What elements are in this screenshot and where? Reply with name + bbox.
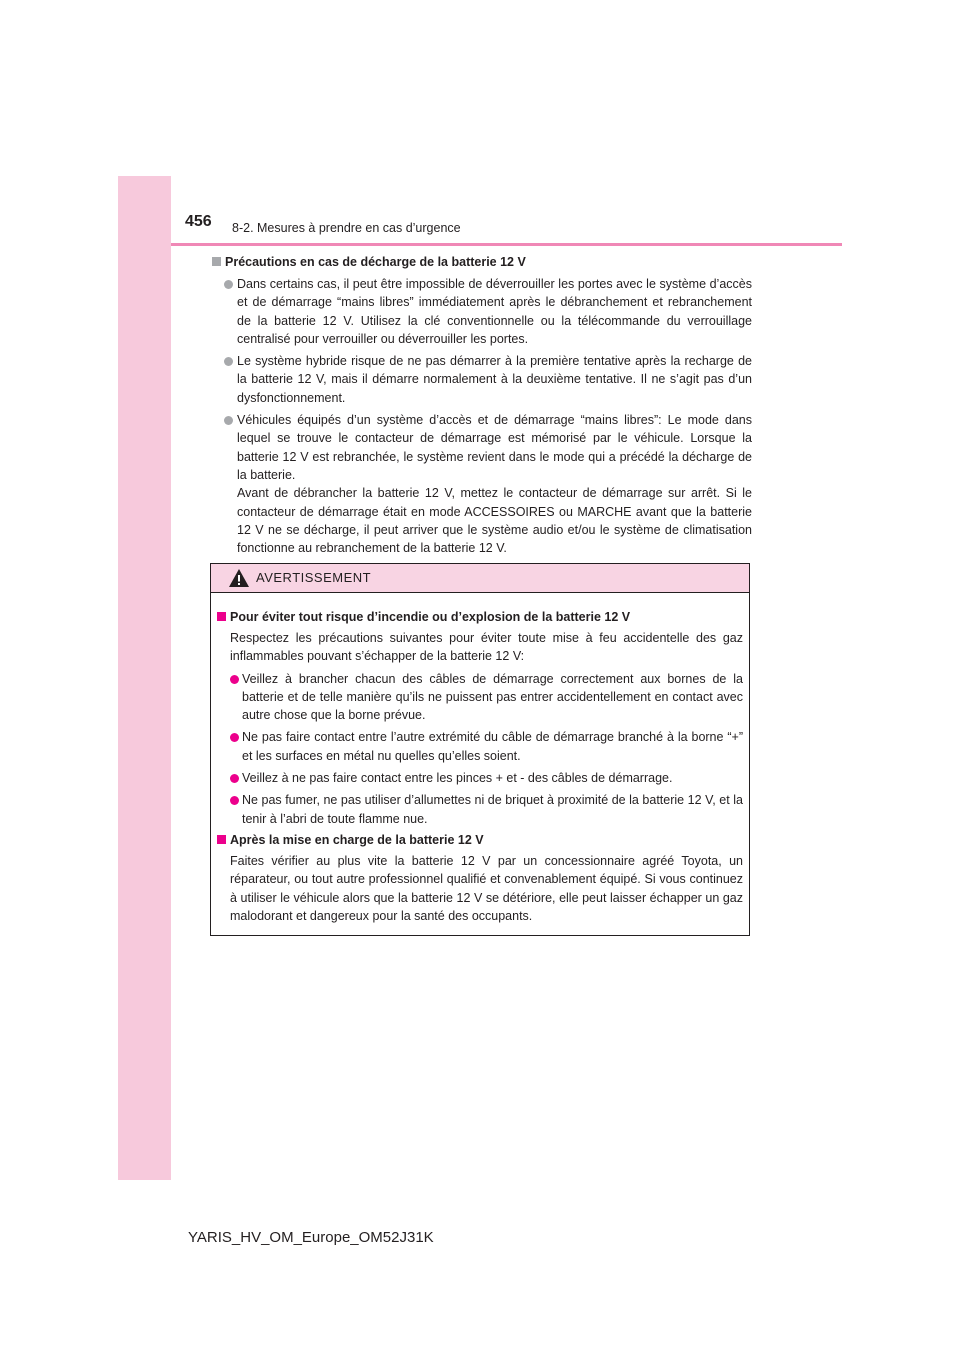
- warning-subheading-text: Pour éviter tout risque d’incendie ou d’explosion de la batterie 12 V: [230, 610, 631, 624]
- list-item-text: Avant de débrancher la batterie 12 V, mettez le contacteur de démarrage sur arrêt. Si le contacteur de démarrage était en mode ACCESSOIRES ou MARCHE avant que la batterie 12 V ne se décharge, il peut arriver que le système audio et/ou le système de climatisation fonctionne au rebranchement de la batterie 12 V.: [237, 486, 752, 556]
- warning-paragraph: Respectez les précautions suivantes pour éviter toute mise à feu accidentelle des gaz inflammables pouvant s’échapper de la batterie 12 V:: [230, 631, 743, 664]
- list-item: [217, 791, 743, 828]
- section-title: 8-2. Mesures à prendre en cas d’urgence: [232, 221, 461, 235]
- square-bullet-icon: [212, 257, 221, 266]
- round-bullet-icon: [224, 280, 233, 289]
- list-item-text: Veillez à ne pas faire contact entre les pinces + et - des câbles de démarrage.: [242, 771, 673, 786]
- round-bullet-icon: [230, 733, 239, 742]
- list-item-text: Ne pas fumer, ne pas utiliser d’allumettes ni de briquet à proximité de la batterie 12 V, et la tenir à l’abri de toute flamme nue.: [242, 793, 743, 826]
- list-item: [217, 769, 743, 787]
- document-id-footer: YARIS_HV_OM_Europe_OM52J31K: [188, 1229, 434, 1246]
- round-bullet-icon: [224, 357, 233, 366]
- list-item-text: Le système hybride risque de ne pas démarrer à la première tentative après la recharge de la batterie 12 V, mais il démarre normalement à la deuxième tentative. Il ne s’agit pas d’un dysfonctionnement.: [237, 354, 752, 405]
- warning-paragraph: Faites vérifier au plus vite la batterie 12 V par un concessionnaire agréé Toyota, un réparateur, ou tout autre professionnel qualifié et convenablement équipé. Si vous continuez à utiliser le véhicule alors que la batterie 12 V se détériore, elle peut laisser échapper un gaz malodorant et dangereux pour la santé des occupants.: [230, 853, 743, 923]
- page-number: 456: [185, 213, 212, 230]
- warning-subheading: [217, 609, 743, 626]
- warning-box: [210, 563, 750, 936]
- chapter-sidebar-tab: [118, 176, 171, 1180]
- section-heading-text: Précautions en cas de décharge de la batterie 12 V: [225, 255, 526, 269]
- round-bullet-icon: [230, 796, 239, 805]
- list-item: [212, 275, 752, 348]
- header-divider: [171, 243, 842, 246]
- list-item: [212, 411, 752, 557]
- list-item-text: Ne pas faire contact entre l’autre extrémité du câble de démarrage branché à la borne “+” et les surfaces en métal nu quelles qu’elles soient.: [242, 730, 743, 763]
- round-bullet-icon: [224, 416, 233, 425]
- warning-header: [211, 564, 749, 593]
- round-bullet-icon: [230, 774, 239, 783]
- list-item: [217, 728, 743, 765]
- list-item: [212, 352, 752, 407]
- square-bullet-icon: [217, 612, 226, 621]
- warning-body: [211, 593, 749, 925]
- warning-triangle-icon: [228, 568, 250, 588]
- round-bullet-icon: [230, 675, 239, 684]
- list-item: [217, 670, 743, 725]
- section-heading: [212, 254, 752, 271]
- list-item-text: Veillez à brancher chacun des câbles de démarrage correctement aux bornes de la batterie et de telle manière qu’ils ne puissent pas entrer accidentellement en contact avec autre chose que la borne prévue.: [242, 671, 743, 723]
- warning-title: AVERTISSEMENT: [256, 570, 372, 585]
- list-item-text: Dans certains cas, il peut être impossible de déverrouiller les portes avec le système d’accès et de démarrage “mains libres” immédiatement après le débranchement et rebranchement de la batterie 12 V. Utilisez la clé conventionnelle ou la télécommande du verrouillage centralisé pour verrouiller ou déverrouiller les portes.: [237, 277, 752, 346]
- warning-subheading-text: Après la mise en charge de la batterie 12 V: [230, 832, 484, 847]
- warning-subheading: [217, 832, 743, 849]
- battery-precautions-section: [212, 254, 752, 557]
- square-bullet-icon: [217, 835, 226, 844]
- list-item-text: Véhicules équipés d’un système d’accès et de démarrage “mains libres”: Le mode dans lequel se trouve le contacteur de démarrage est mémorisé par le véhicule. Lorsque la batterie 12 V est rebranchée, le système revient dans le mode qui a précédé la décharge de la batterie.: [237, 413, 752, 482]
